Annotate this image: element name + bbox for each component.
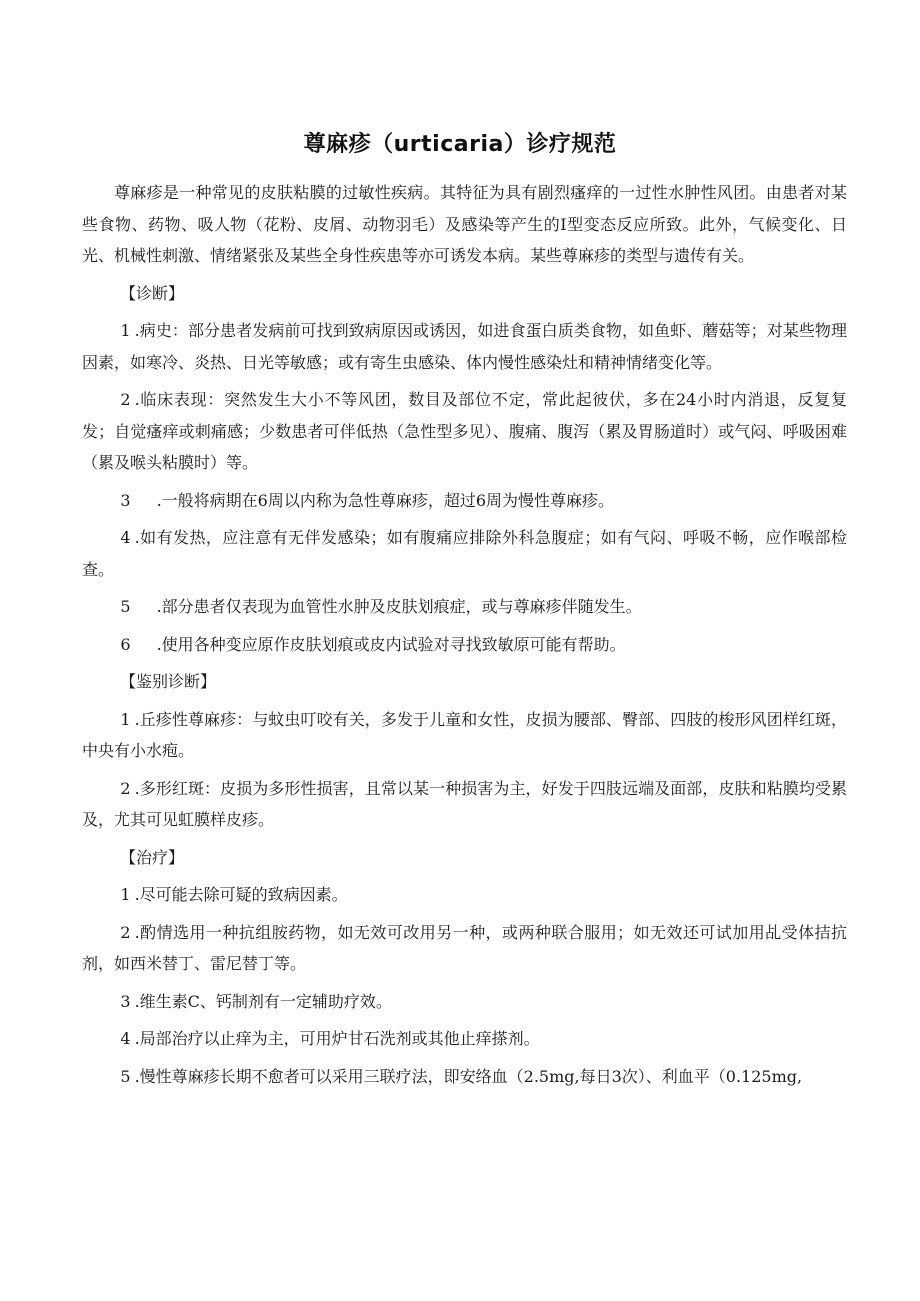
item-text: .使用各种变应原作皮肤划痕或皮内试验对寻找致敏原可能有帮助。	[156, 634, 626, 654]
item-number: 2	[120, 778, 131, 798]
treatment-item-1	[82, 879, 847, 911]
intro-paragraph: 尊麻疹是一种常见的皮肤粘膜的过敏性疾病。其特征为具有剧烈瘙痒的一过性水肿性风团。由患者对某些食物、药物、吸人物（花粉、皮屑、动物羽毛）及感染等产生的I型变态反应所致。此外，气候变化、日光、机械性刺激、情绪紧张及某些全身性疾患等亦可诱发本病。某些尊麻疹的类型与遗传有关。	[82, 183, 847, 265]
item-text: .丘疹性尊麻疹：与蚊虫叮咬有关，多发于儿童和女性，皮损为腰部、臀部、四肢的梭形风团样红斑，中央有小水疱。	[82, 709, 847, 760]
item-number: 2	[120, 390, 131, 409]
item-text: .慢性尊麻疹长期不愈者可以采用三联疗法，即安络血（2.5mg,每日3次）、利血平（0.125mg,	[134, 1066, 803, 1086]
item-text: .局部治疗以止痒为主，可用炉甘石洗剂或其他止痒搽剂。	[134, 1029, 540, 1048]
document-body	[82, 177, 847, 1098]
item-number: 2	[120, 922, 131, 942]
item-text: .部分患者仅表现为血管性水肿及皮肤划痕症，或与尊麻疹伴随发生。	[156, 597, 642, 616]
item-text: .一般将病期在6周以内称为急性尊麻疹，超过6周为慢性尊麻疹。	[156, 490, 615, 510]
item-number: 3	[120, 490, 131, 510]
diagnosis-item-6	[82, 629, 847, 661]
diagnosis-item-4	[82, 522, 847, 585]
item-text: .酌情选用一种抗组胺药物，如无效可改用另一种，或两种联合服用；如无效还可试加用乩受体拮抗剂，如西米替丁、雷尼替丁等。	[82, 922, 847, 973]
item-number: 4	[120, 1029, 131, 1048]
diagnosis-item-3	[82, 485, 847, 517]
section-heading-differential: 【鉴别诊断】	[120, 672, 217, 691]
item-number: 5	[120, 597, 131, 616]
item-number: 1	[120, 885, 131, 904]
document-title: 尊麻疹（urticaria）诊疗规范	[303, 132, 617, 157]
item-text: .如有发热，应注意有无伴发感染；如有腹痛应排除外科急腹症；如有气闷、呼吸不畅，应作喉部检查。	[82, 528, 847, 579]
differential-item-2	[82, 773, 847, 836]
item-number: 6	[120, 634, 131, 654]
differential-item-1	[82, 704, 847, 767]
section-heading-diagnosis: 【诊断】	[120, 283, 185, 303]
item-text: .维生素C、钙制剂有一定辅助疗效。	[134, 991, 392, 1011]
diagnosis-item-1	[82, 315, 847, 378]
item-text: .临床表现：突然发生大小不等风团，数目及部位不定，常此起彼伏，多在24小时内消退，反复复发；自觉瘙痒或刺痛感；少数患者可伴低热（急性型多见）、腹痛、腹泻（累及胃肠道时）或气闷、呼吸困难（累及喉头粘膜时）等。	[82, 390, 847, 472]
item-number: 5	[120, 1066, 131, 1086]
item-text: .病史：部分患者发病前可找到致病原因或诱因，如进食蛋白质类食物，如鱼虾、蘑菇等；对某些物理因素，如寒冷、炎热、日光等敏感；或有寄生虫感染、体内慢性感染灶和精神情绪变化等。	[82, 321, 847, 372]
item-number: 1	[120, 709, 131, 729]
treatment-item-2	[82, 917, 847, 980]
item-text: .尽可能去除可疑的致病因素。	[134, 885, 348, 904]
item-number: 4	[120, 528, 131, 547]
treatment-item-3	[82, 986, 847, 1018]
item-number: 3	[120, 991, 131, 1011]
item-number: 1	[120, 321, 131, 340]
treatment-item-5	[82, 1061, 847, 1093]
section-heading-treatment: 【治疗】	[120, 847, 185, 867]
item-text: .多形红斑：皮损为多形性损害，且常以某一种损害为主，好发于四肢远端及面部，皮肤和粘膜均受累及，尤其可见虹膜样皮疹。	[82, 778, 847, 829]
diagnosis-item-2	[82, 384, 847, 479]
treatment-item-4	[82, 1023, 847, 1055]
diagnosis-item-5	[82, 591, 847, 623]
